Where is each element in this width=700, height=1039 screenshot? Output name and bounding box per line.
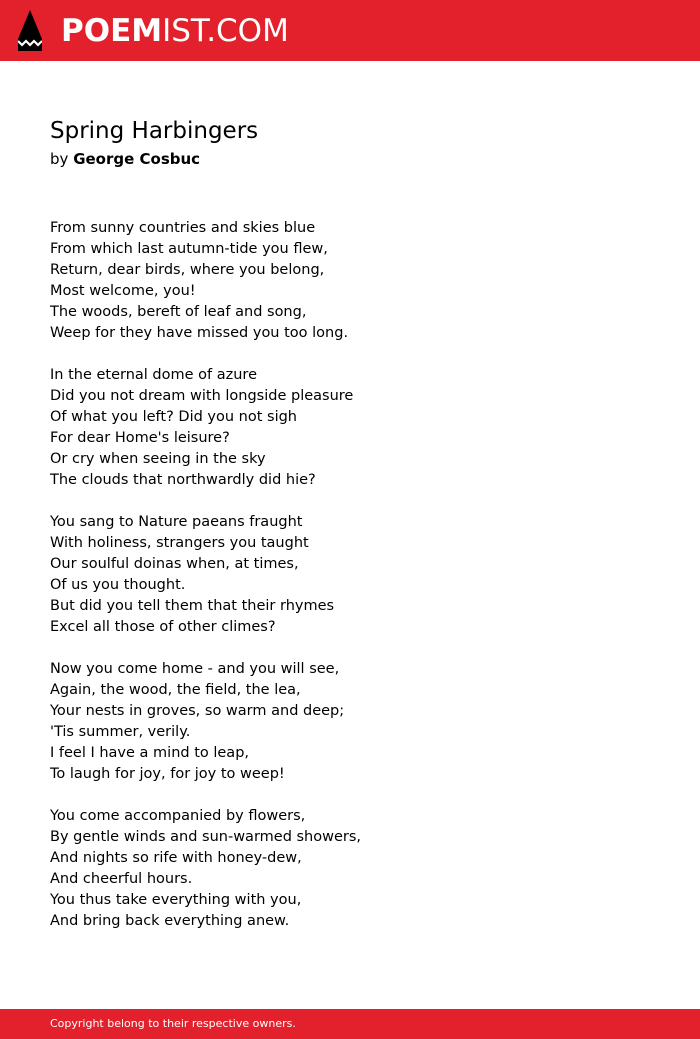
poem-line: The woods, bereft of leaf and song, [50, 304, 307, 320]
poem-line: To laugh for joy, for joy to weep! [50, 766, 285, 782]
logo-text-bold: POEM [61, 13, 163, 49]
poem-line: Weep for they have missed you too long. [50, 325, 349, 341]
poem-byline [50, 148, 200, 170]
poem-line: Our soulful doinas when, at times, [50, 556, 299, 572]
poem-title: Spring Harbingers [50, 118, 259, 144]
stanza [50, 659, 650, 785]
poem-author: George Cosbuc [73, 150, 201, 168]
poem-line: From sunny countries and skies blue [50, 220, 316, 236]
poem-line: Or cry when seeing in the sky [50, 451, 266, 467]
stanza [50, 218, 650, 344]
poem-line: Excel all those of other climes? [50, 619, 276, 635]
poem-line: Did you not dream with longside pleasure [50, 388, 354, 404]
poem-line: But did you tell them that their rhymes [50, 598, 335, 614]
poem-line: And bring back everything anew. [50, 913, 290, 929]
site-logo[interactable] [61, 11, 289, 51]
logo-text-light: IST.COM [162, 13, 289, 49]
poem-line: Again, the wood, the field, the lea, [50, 682, 301, 698]
poem-line: 'Tis summer, verily. [50, 724, 191, 740]
poem-line: By gentle winds and sun-warmed showers, [50, 829, 362, 845]
poem-line: Now you come home - and you will see, [50, 661, 340, 677]
poem-line: Of what you left? Did you not sigh [50, 409, 297, 425]
poem-line: In the eternal dome of azure [50, 367, 257, 383]
poem-line: I feel I have a mind to leap, [50, 745, 250, 761]
poem-line: And cheerful hours. [50, 871, 193, 887]
poem-line: Of us you thought. [50, 577, 186, 593]
poem-body [50, 218, 650, 953]
pencil-icon[interactable] [18, 10, 42, 51]
stanza [50, 806, 650, 932]
poem-line: From which last autumn-tide you flew, [50, 241, 328, 257]
poem-line: The clouds that northwardly did hie? [50, 472, 316, 488]
poem-line: With holiness, strangers you taught [50, 535, 309, 551]
poem-line: Return, dear birds, where you belong, [50, 262, 325, 278]
stanza [50, 512, 650, 638]
site-footer [0, 1009, 700, 1039]
poem-line: You come accompanied by flowers, [50, 808, 306, 824]
copyright-text: Copyright belong to their respective owners. [50, 1017, 296, 1030]
poem-line: And nights so rife with honey-dew, [50, 850, 302, 866]
by-label: by [50, 150, 69, 168]
poem-line: For dear Home's leisure? [50, 430, 230, 446]
poem-line: Most welcome, you! [50, 283, 196, 299]
stanza [50, 365, 650, 491]
poem-line: You thus take everything with you, [50, 892, 302, 908]
poem-line: You sang to Nature paeans fraught [50, 514, 303, 530]
site-header [0, 0, 700, 61]
poem-line: Your nests in groves, so warm and deep; [50, 703, 345, 719]
